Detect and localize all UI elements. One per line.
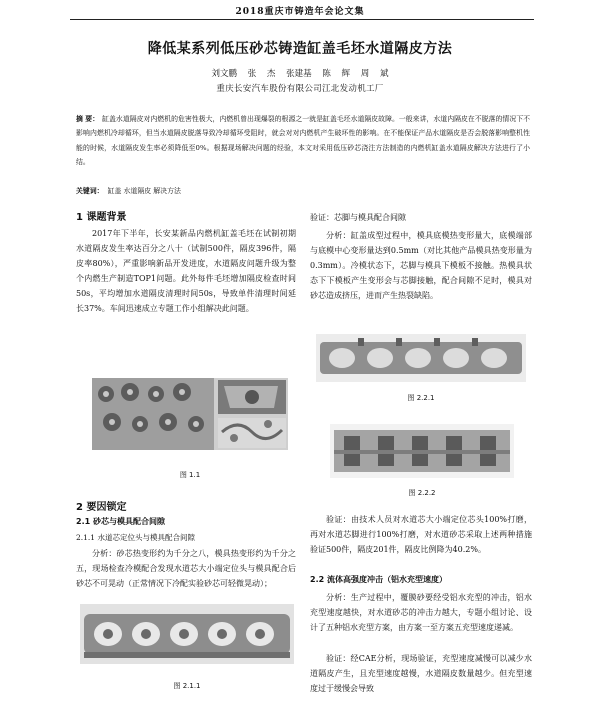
right-verify-paragraph: 验证：由技术人员对水道芯大小端定位芯头100%打磨，再对水道芯脚进行100%打磨，对水道砂芯采取上述两种措施验证500件，隔皮201件，隔皮比例降为40.2%。 (310, 515, 532, 555)
section2-1-1-heading: 2.1.1 水道芯定位头与模具配合间隙 (76, 533, 195, 542)
section2-2-analysis: 分析：生产过程中，覆膜砂要经受铝水充型的冲击，铝水充型速度越快，对水道砂芯的冲击力越大，专题小组讨论、设计了五种铝水充型方案，由方案一至方案五充型速度递减。 (310, 593, 532, 633)
abstract-text: 缸盖水道隔皮对内燃机的危害性极大，内燃机曾出现爆裂的根源之一就是缸盖毛坯水道隔皮故障。一般来讲，水道内隔皮在不脱落的情况下不影响内燃机冷却循环，但当水道隔皮脱落导致冷却循环受阻时，就会对对内燃机产生破坏性的影响。在不能保证产品水道隔皮是否会脱落影响整机性能的时候，水道隔皮发生率必须降低至0%。根据现场解决问题的经验，本文对采用低压砂芯浇注方法制造的内燃机缸盖水道隔皮解决方法进行了小结。 (76, 115, 530, 167)
section2-2-heading: 2.2 流体高强度冲击（铝水充型速度） (310, 575, 447, 584)
keywords (76, 185, 530, 195)
section2-1-heading: 2.1 砂芯与模具配合间隙 (76, 517, 165, 526)
section1-heading: 1 课题背景 (76, 212, 127, 223)
figure-2-1-1-photo (80, 604, 294, 664)
verify-heading: 验证：芯脚与模具配合间隙 (310, 213, 406, 222)
section1-paragraph: 2017年下半年，长安某新品内燃机缸盖毛坯在试制初期水道隔皮发生率达百分之八十（试制500件，隔皮396件，隔皮率80%），严重影响新品开发进度，水道隔皮问题升级为整个内燃生产制造TOP1问题。此外每件毛坯增加隔皮检查时间50s，平均增加水道隔皮清理时间50s，导致单件清理时间延长37%。车间迅速成立专题工作小组解决此问题。 (76, 229, 296, 314)
affiliation: 重庆长安汽车股份有限公司江北发动机工厂 (216, 84, 384, 94)
section2-heading: 2 要因锁定 (76, 502, 127, 513)
paper-title: 降低某系列低压砂芯铸造缸盖毛坯水道隔皮方法 (147, 41, 453, 57)
abstract (76, 112, 530, 170)
figure-2-2-1-caption: 图 2.2.1 (407, 394, 435, 402)
figure-2-2-2-caption: 图 2.2.2 (408, 489, 436, 497)
keywords-label: 关键词： (76, 187, 104, 195)
keywords-text: 缸盖 水道隔皮 解决方法 (107, 187, 181, 195)
section2-analysis-paragraph: 分析：砂芯热变形约为千分之八，模具热变形约为千分之五，现场检查冷模配合发现水道芯大小端定位头与模具配合后砂芯不可晃动（正常情况下冷配实验砂芯可轻微晃动）； (76, 549, 296, 589)
section2-2-verify: 验证：经CAE分析，现场验证，充型速度减慢可以减少水道隔皮产生，且充型速度越慢，水道隔皮数量越少。但充型速度过于缓慢会导致 (310, 654, 532, 694)
abstract-label: 摘 要： (76, 115, 100, 123)
figure-2-2-1-photo (316, 334, 526, 382)
right-analysis-paragraph: 分析：缸盖成型过程中，模具底模热变形量大，底模端部与底模中心变形量达到0.5mm（对比其他产品模具热变形量为0.3mm）。冷模状态下，芯脚与模具下模板不接触。热模具状态下下模板产生变形会与芯脚接触，配合间隙不足时，模具对砂芯造成挤压，进而产生热裂缺陷。 (310, 231, 532, 301)
authors: 刘文鹏 张 杰 张建基 陈 辉 周 斌 (211, 69, 389, 79)
figure-1-1-photo (92, 378, 288, 450)
header-rule (70, 19, 534, 20)
figure-1-1-caption: 图 1.1 (179, 471, 201, 479)
running-header: 2018重庆市铸造年会论文集 (235, 7, 365, 17)
figure-2-1-1-caption: 图 2.1.1 (173, 682, 201, 690)
figure-2-2-2-photo (330, 424, 514, 478)
